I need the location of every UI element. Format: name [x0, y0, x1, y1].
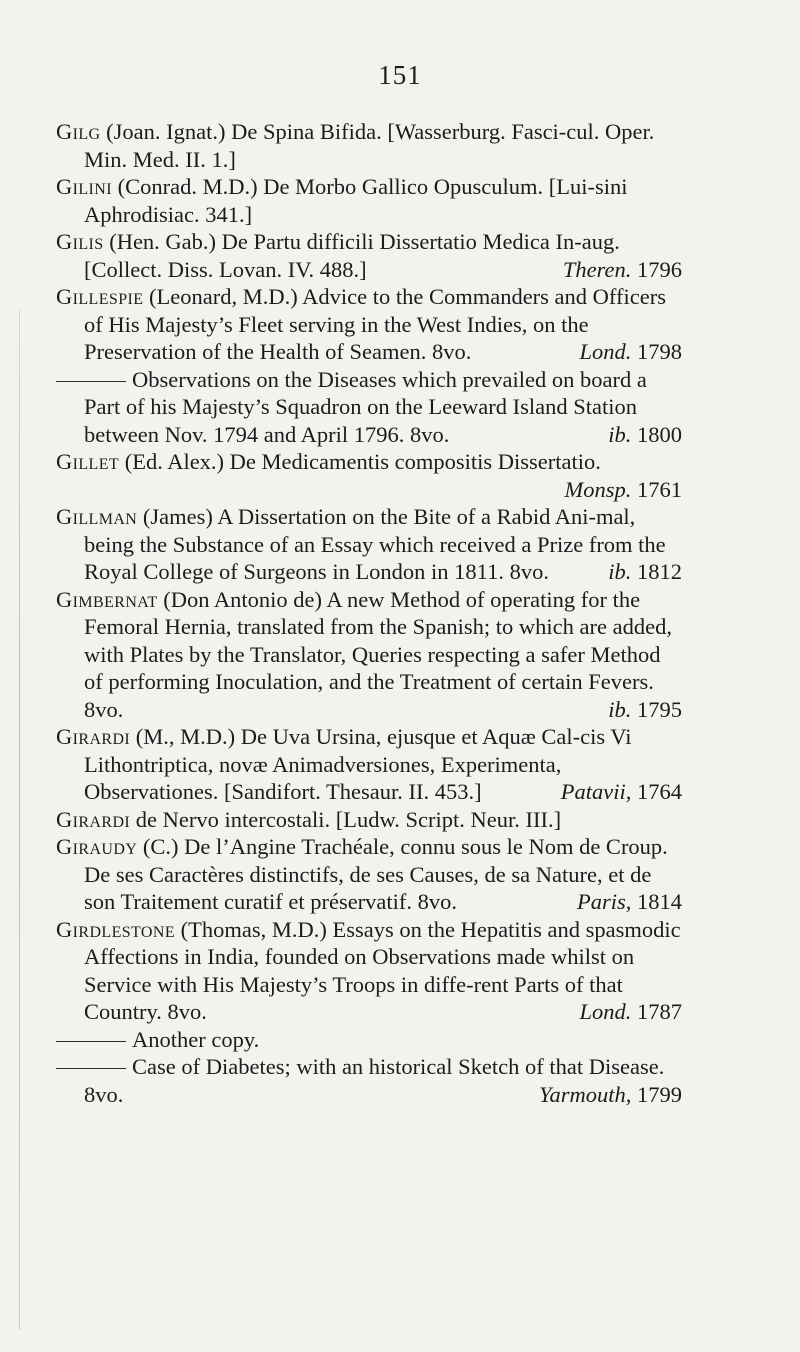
author-name: Girardi: [56, 724, 131, 749]
entry-text: de Nervo intercostali. [Ludw. Script. Neur. III.]: [135, 806, 562, 832]
imprint: [579, 998, 682, 1026]
entry-text: (Hen. Gab.) De Partu difficili Dissertatio Medica In-aug. [Collect. Diss. Lovan. IV. 488.]: [84, 229, 620, 282]
imprint: [561, 778, 682, 806]
imprint: [608, 558, 682, 586]
ditto-dash: [56, 1068, 126, 1069]
bibliography-entry: [56, 723, 682, 806]
author-name: Gilini: [56, 174, 112, 199]
entry-text: (Leonard, M.D.) Advice to the Commanders and Officers of His Majesty’s Fleet serving in the West Indies, on the Preservation of the Health of Seamen. 8vo.: [84, 284, 666, 364]
imprint-place: ib.: [608, 559, 632, 584]
ditto-dash: [56, 1041, 126, 1042]
bibliography-entry: [56, 1026, 682, 1054]
bibliography-entry: [56, 228, 682, 283]
entry-text: (Conrad. M.D.) De Morbo Gallico Opusculum. [Lui-sini Aphrodisiac. 341.]: [84, 174, 628, 227]
bibliography-entry: [56, 448, 682, 503]
imprint: [563, 256, 682, 284]
author-name: Girdlestone: [56, 916, 176, 942]
imprint-place: ib.: [608, 421, 632, 447]
imprint: [608, 696, 682, 724]
bibliography-entry: [56, 916, 682, 1026]
entry-text: (Thomas, M.D.) Essays on the Hepatitis and spasmodic Affections in India, founded on Observations made whilst on Service with His Majesty’s Troops in diffe-rent Parts of that Country. 8vo.: [84, 916, 681, 1024]
imprint: [608, 421, 682, 449]
imprint-place: Lond.: [579, 999, 632, 1024]
author-name: Gilg: [56, 119, 101, 144]
bibliography-entry: [56, 503, 682, 586]
entry-text: (Ed. Alex.) De Medicamentis compositis Dissertatio.: [124, 449, 601, 474]
imprint-year: 1796: [637, 256, 682, 282]
imprint-place: Lond.: [579, 339, 632, 364]
entry-text: Observations on the Diseases which prevailed on board a Part of his Majesty’s Squadron on the Leeward Island Station between Nov. 1794 and April 1796. 8vo.: [84, 366, 647, 447]
imprint-year: 1798: [637, 339, 682, 364]
imprint-place: Paris,: [576, 889, 632, 914]
bibliography-entry: [56, 833, 682, 916]
imprint-place: Patavii,: [560, 779, 632, 804]
bibliography-entry: [56, 283, 682, 366]
imprint-year: 1795: [637, 696, 682, 722]
entry-text: Another copy.: [132, 1026, 260, 1052]
margin-rule: [19, 310, 20, 1330]
imprint-year: 1787: [637, 999, 682, 1024]
imprint-year: 1799: [637, 1081, 682, 1107]
bibliography-entry: [56, 118, 682, 173]
imprint-place: Yarmouth,: [539, 1081, 632, 1107]
imprint-place: Theren.: [562, 256, 632, 282]
entry-text: Case of Diabetes; with an historical Sketch of that Disease. 8vo.: [84, 1054, 665, 1107]
bibliography-entries: [56, 118, 682, 1108]
author-name: Gillman: [56, 504, 138, 529]
imprint-place: ib.: [608, 696, 632, 722]
author-name: Gilis: [56, 229, 104, 254]
bibliography-entry: [56, 806, 682, 834]
imprint: [579, 338, 682, 366]
author-name: Gillespie: [56, 284, 144, 309]
imprint-year: 1800: [637, 421, 682, 447]
bibliography-entry: [56, 173, 682, 228]
author-name: Gimbernat: [56, 586, 158, 612]
entry-text: (Joan. Ignat.) De Spina Bifida. [Wasserburg. Fasci-cul. Oper. Min. Med. II. 1.]: [84, 119, 655, 172]
imprint: [577, 888, 682, 916]
imprint-year: 1814: [637, 889, 682, 914]
entry-text: (Don Antonio de) A new Method of operating for the Femoral Hernia, translated from the Spanish; to which are added, with Plates by the Translator, Queries respecting a safer Method of performing Inoculation, and the Treatment of certain Fevers. 8vo.: [84, 586, 672, 722]
author-name: Girardi: [56, 806, 131, 832]
entry-text: (C.) De l’Angine Trachéale, connu sous le Nom de Croup. De ses Caractères distinctifs, de ses Causes, de sa Nature, et de son Traitement curatif et préservatif. 8vo.: [84, 834, 668, 914]
author-name: Giraudy: [56, 834, 138, 859]
page-number: 151: [378, 60, 422, 90]
bibliography-entry: [56, 586, 682, 724]
author-name: Gillet: [56, 449, 120, 474]
imprint-year: 1764: [637, 779, 682, 804]
entry-text: (James) A Dissertation on the Bite of a Rabid Ani-mal, being the Substance of an Essay which received a Prize from the Royal College of Surgeons in London in 1811. 8vo.: [84, 504, 666, 584]
imprint-place: Monsp.: [564, 476, 632, 502]
entry-text: (M., M.D.) De Uva Ursina, ejusque et Aquæ Cal-cis Vi Lithontriptica, novæ Animadversiones, Experimenta, Observationes. [Sandifort. Thesaur. II. 453.]: [84, 724, 632, 804]
imprint-year: 1761: [637, 476, 682, 502]
imprint: [565, 476, 683, 504]
imprint: [539, 1081, 682, 1109]
imprint-year: 1812: [637, 559, 682, 584]
bibliography-entry: [56, 1053, 682, 1108]
ditto-dash: [56, 381, 126, 382]
bibliography-entry: [56, 366, 682, 449]
